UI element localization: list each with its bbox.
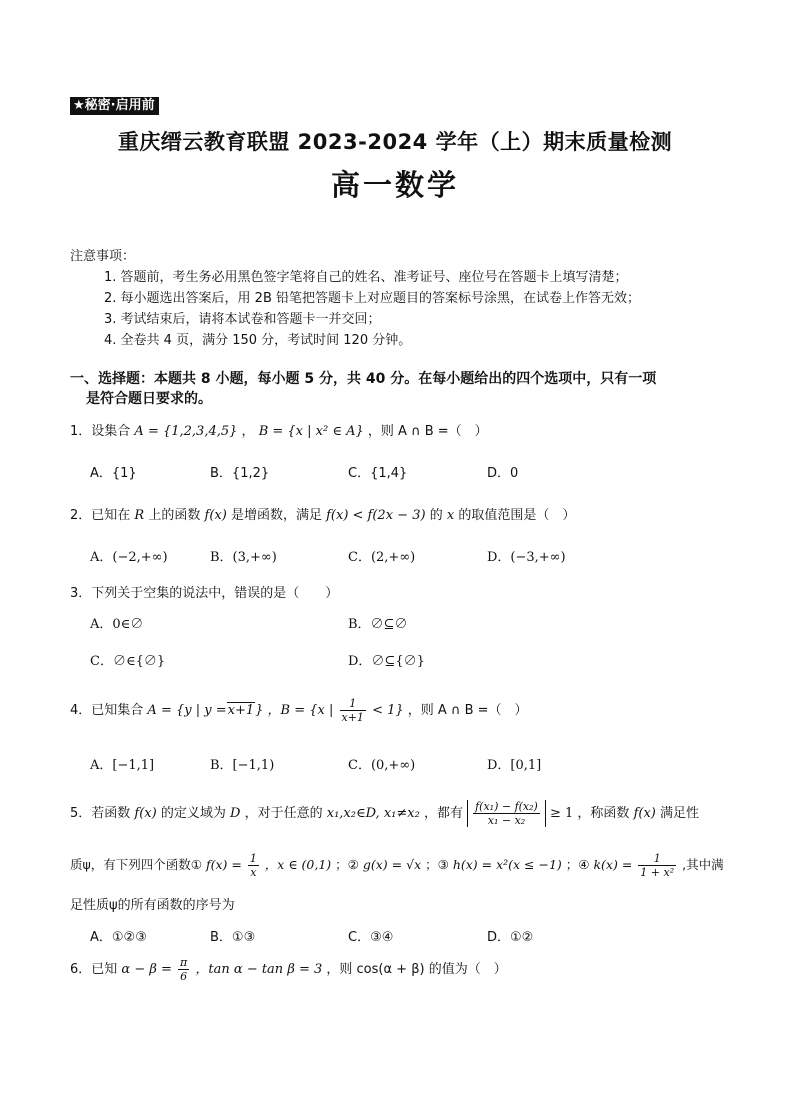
q5-k-den: 1 + x² [640, 866, 675, 879]
q5-text: ,其中满 [682, 857, 724, 872]
q3-option-b: B．∅⊆∅ [348, 617, 408, 632]
q2-domain: R [134, 508, 145, 523]
q2-option-a: A．(−2,+∞) [90, 550, 168, 565]
q5-f1-den: x [250, 866, 257, 879]
exam-title: 重庆缙云教育联盟 2023-2024 学年（上）期末质量检测 [117, 130, 673, 154]
q5-f1-num: 1 [249, 852, 257, 865]
q1-set-b: B = {x | x² ∈ A} [258, 424, 364, 439]
q5-text: ；③ [425, 857, 449, 872]
question-3: 3．下列关于空集的说法中，错误的是（ ） [70, 586, 339, 601]
question-6 [70, 956, 507, 983]
q2-inequality: f(x) < f(2x − 3) [326, 508, 426, 523]
q4-suffix: ，则 A ∩ B =（ ） [407, 703, 528, 718]
q6-eq2: ，tan α − tan β = 3 [195, 962, 323, 977]
q6-fraction [178, 956, 189, 983]
question-5-line3: 足性质ψ的所有函数的序号为 [70, 898, 235, 913]
q5-text: 的定义域为 [160, 806, 226, 821]
section-heading [70, 369, 656, 409]
q2-option-b: B．(3,+∞) [210, 550, 277, 565]
q4-prefix: 4．已知集合 [70, 703, 144, 718]
question-5-line2 [70, 852, 724, 879]
q1-set-a: A = {1,2,3,4,5} [134, 424, 238, 439]
q5-f1: f(x) = [205, 857, 242, 872]
q3-option-d: D．∅⊆{∅} [348, 654, 425, 669]
q5-option-c: C．③④ [348, 930, 394, 945]
section-heading-line2: 是符合题日要求的。 [86, 391, 212, 407]
q4-option-c: C．(0,+∞) [348, 758, 416, 773]
q2-variable: x [446, 508, 455, 523]
q4-set-b-close: < 1} [372, 703, 404, 718]
q5-option-d: D．①② [487, 930, 534, 945]
q5-f1-fraction [248, 852, 259, 879]
q2-text: 的 [429, 508, 443, 523]
q5-k: k(x) = [593, 857, 633, 872]
subject-title: 高一数学 [330, 168, 459, 202]
q5-k-fraction [638, 852, 676, 879]
q2-text: 上的函数 [148, 508, 201, 523]
q4-option-b: B．[−1,1) [210, 758, 275, 773]
q5-text: 满足性 [660, 806, 700, 821]
q4-option-a: A．[−1,1] [90, 758, 155, 773]
q5-frac-num: f(x₁) − f(x₂) [475, 800, 538, 813]
q2-text: 是增函数，满足 [230, 508, 322, 523]
q5-fraction [473, 800, 540, 827]
secret-label: ★秘密·启用前 [70, 97, 159, 115]
note-item: 3. 考试结束后，请将本试卷和答题卡一并交回； [104, 312, 381, 327]
note-item: 2. 每小题选出答案后，用 2B 铅笔把答题卡上对应题目的答案标号涂黑，在试卷上作答无效； [104, 291, 640, 306]
q5-text: 5．若函数 [70, 806, 131, 821]
q4-sqrt: x+1 [227, 703, 255, 718]
q3-option-c: C．∅∈{∅} [90, 654, 166, 669]
q1-suffix: ，则 A ∩ B =（ ） [367, 424, 488, 439]
q5-text: ；④ [565, 857, 590, 872]
q5-function: f(x) [134, 806, 157, 821]
q1-prefix: 1．设集合 [70, 424, 131, 439]
q3-option-a: A．0∈∅ [90, 617, 144, 632]
q2-text: 的取值范围是（ ） [458, 508, 576, 523]
section-heading-line1: 一、选择题：本题共 8 小题，每小题 5 分，共 40 分。在每小题给出的四个选项中，只有一项 [70, 371, 657, 387]
q5-domain: D [230, 806, 241, 821]
q6-frac-num: π [180, 956, 188, 969]
q4-fraction [340, 697, 366, 724]
q5-text: ；② [335, 857, 359, 872]
q4-frac-num: 1 [340, 697, 366, 711]
note-item: 4. 全卷共 4 页，满分 150 分，考试时间 120 分钟。 [104, 333, 412, 348]
note-item: 1. 答题前，考生务必用黑色签字笔将自己的姓名、准考证号、座位号在答题卡上填写清楚； [104, 270, 628, 285]
q5-option-b: B．①③ [210, 930, 256, 945]
q5-f1-domain: ，x ∈ (0,1) [264, 857, 332, 872]
q5-frac-den: x₁ − x₂ [487, 814, 526, 827]
q4-set-b: ，B = {x | [267, 703, 334, 718]
q5-text: ，都有 [423, 806, 463, 821]
q4-option-d: D．[0,1] [487, 758, 542, 773]
q1-option-c: C．{1,4} [348, 466, 408, 481]
question-1: 1．设集合 A = {1,2,3,4,5} ， B = {x | x² ∈ A} ，则 A ∩ B =（ ） [70, 424, 488, 439]
q1-option-a: A．{1} [90, 466, 137, 481]
notes-heading: 注意事项： [70, 249, 136, 264]
q2-function: f(x) [204, 508, 227, 523]
q6-frac-den: 6 [180, 970, 188, 983]
q2-text: 2．已知在 [70, 508, 131, 523]
q5-text: ，对于任意的 [244, 806, 323, 821]
q5-option-a: A．①②③ [90, 930, 147, 945]
q4-set-a-close: } [255, 703, 264, 718]
q5-abs-value [467, 800, 546, 827]
q1-option-b: B．{1,2} [210, 466, 270, 481]
q5-text: ，称函数 [577, 806, 630, 821]
q5-ge: ≥ 1 [549, 806, 574, 821]
q2-option-c: C．(2,+∞) [348, 550, 416, 565]
q5-h: h(x) = x²(x ≤ −1) [452, 857, 562, 872]
q5-g: g(x) = √x [362, 857, 422, 872]
q1-option-d: D．0 [487, 466, 519, 481]
q4-frac-den: x+1 [341, 711, 364, 724]
q5-k-num: 1 [638, 852, 676, 866]
q6-prefix: 6．已知 [70, 962, 118, 977]
q6-suffix: ，则 cos(α + β) 的值为（ ） [326, 962, 507, 977]
q5-variables: x₁,x₂∈D, x₁≠x₂ [326, 806, 420, 821]
q5-function: f(x) [633, 806, 656, 821]
question-2 [70, 504, 575, 523]
question-4 [70, 697, 528, 724]
q2-option-d: D．(−3,+∞) [487, 550, 566, 565]
q4-set-a: A = {y | y = [147, 703, 227, 718]
q6-eq1: α − β = [121, 962, 172, 977]
question-5-line1 [70, 800, 699, 827]
q5-text: 质ψ，有下列四个函数① [70, 857, 202, 872]
